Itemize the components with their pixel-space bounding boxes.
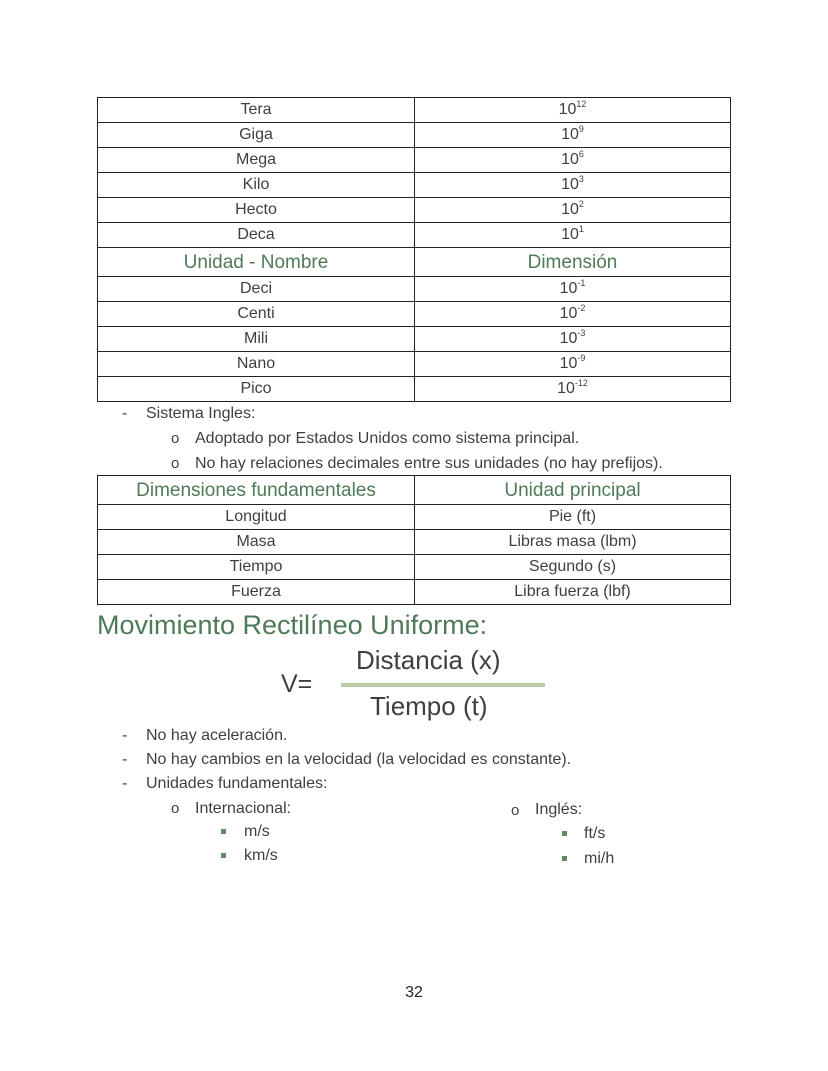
prefix-name: Mili [98,327,415,352]
table-row [98,148,731,173]
unit-item: mi/h [584,850,615,867]
table-row [98,173,731,198]
square-bullet-icon [221,829,226,834]
bullet-marker: - [122,727,128,744]
unit-name: Libras masa (lbm) [415,530,731,555]
sistema-ingles-item: No hay relaciones decimales entre sus unidades (no hay prefijos). [195,455,663,472]
unit-name: Pie (ft) [415,505,731,530]
prefix-name: Centi [98,302,415,327]
prefix-dimension: $10^{-2}$ [415,302,731,327]
mru-bullet: No hay cambios en la velocidad (la velocidad es constante). [146,751,572,768]
unit-item: ft/s [584,825,606,842]
table-row [98,352,731,377]
dimension-name: Fuerza [98,580,415,605]
table-header-row [98,248,731,277]
table-row [98,123,731,148]
prefix-name: Pico [98,377,415,402]
sistema-ingles-item: Adoptado por Estados Unidos como sistema principal. [195,430,580,447]
prefix-dimension: $10^{12}$ [415,98,731,123]
square-bullet-icon [221,853,226,858]
dimension-name: Longitud [98,505,415,530]
prefix-dimension: $10^{-9}$ [415,352,731,377]
table-row [98,530,731,555]
table-row [98,580,731,605]
table-row [98,327,731,352]
prefix-dimension: $10^{-12}$ [415,377,731,402]
table-row [98,505,731,530]
prefix-dimension: $10^6$ [415,148,731,173]
bullet-marker: - [122,751,128,768]
dimensions-table [97,475,731,605]
table-row [98,198,731,223]
prefix-dimension: $10^3$ [415,173,731,198]
internacional-label: Internacional: [195,800,292,817]
sub-bullet-marker: o [171,430,180,447]
table-row [98,555,731,580]
table-row [98,223,731,248]
prefix-dimension: $10^{-3}$ [415,327,731,352]
dimension-name: Masa [98,530,415,555]
prefix-name: Deci [98,277,415,302]
sub-bullet-marker: o [171,455,180,472]
square-bullet-icon [562,831,567,836]
formula-lhs: V= [281,670,313,698]
prefix-name: Giga [98,123,415,148]
bullet-marker: - [122,775,128,792]
sistema-ingles-title: Sistema Ingles: [146,405,256,422]
mru-bullet: No hay aceleración. [146,727,288,744]
prefix-name: Mega [98,148,415,173]
prefix-dimension: $10^2$ [415,198,731,223]
prefix-table [97,97,731,402]
table-header-row [98,476,731,505]
column-header-unit-name: Unidad - Nombre [98,248,415,277]
column-header-unit: Unidad principal [415,476,731,505]
sub-bullet-marker: o [511,802,520,819]
prefix-name: Nano [98,352,415,377]
square-bullet-icon [562,856,567,861]
table-row [98,377,731,402]
column-header-dimension: Dimensión [415,248,731,277]
formula-denominator: Tiempo (t) [370,691,488,721]
prefix-dimension: $10^{-1}$ [415,277,731,302]
table-row [98,277,731,302]
table-row [98,302,731,327]
bullet-marker: - [122,405,128,422]
prefix-name: Kilo [98,173,415,198]
sub-bullet-marker: o [171,800,180,817]
mru-bullet: Unidades fundamentales: [146,775,328,792]
unit-item: m/s [244,823,270,840]
dimension-name: Tiempo [98,555,415,580]
unit-name: Segundo (s) [415,555,731,580]
page-number: 32 [405,984,423,1001]
table-row [98,98,731,123]
prefix-name: Deca [98,223,415,248]
prefix-dimension: $10^1$ [415,223,731,248]
fraction-bar [341,683,545,687]
prefix-name: Tera [98,98,415,123]
unit-item: km/s [244,847,278,864]
prefix-dimension: $10^9$ [415,123,731,148]
formula-numerator: Distancia (x) [356,645,501,675]
section-heading: Movimiento Rectilíneo Uniforme: [97,610,488,640]
prefix-name: Hecto [98,198,415,223]
column-header-dimension: Dimensiones fundamentales [98,476,415,505]
ingles-label: Inglés: [535,801,583,818]
unit-name: Libra fuerza (lbf) [415,580,731,605]
